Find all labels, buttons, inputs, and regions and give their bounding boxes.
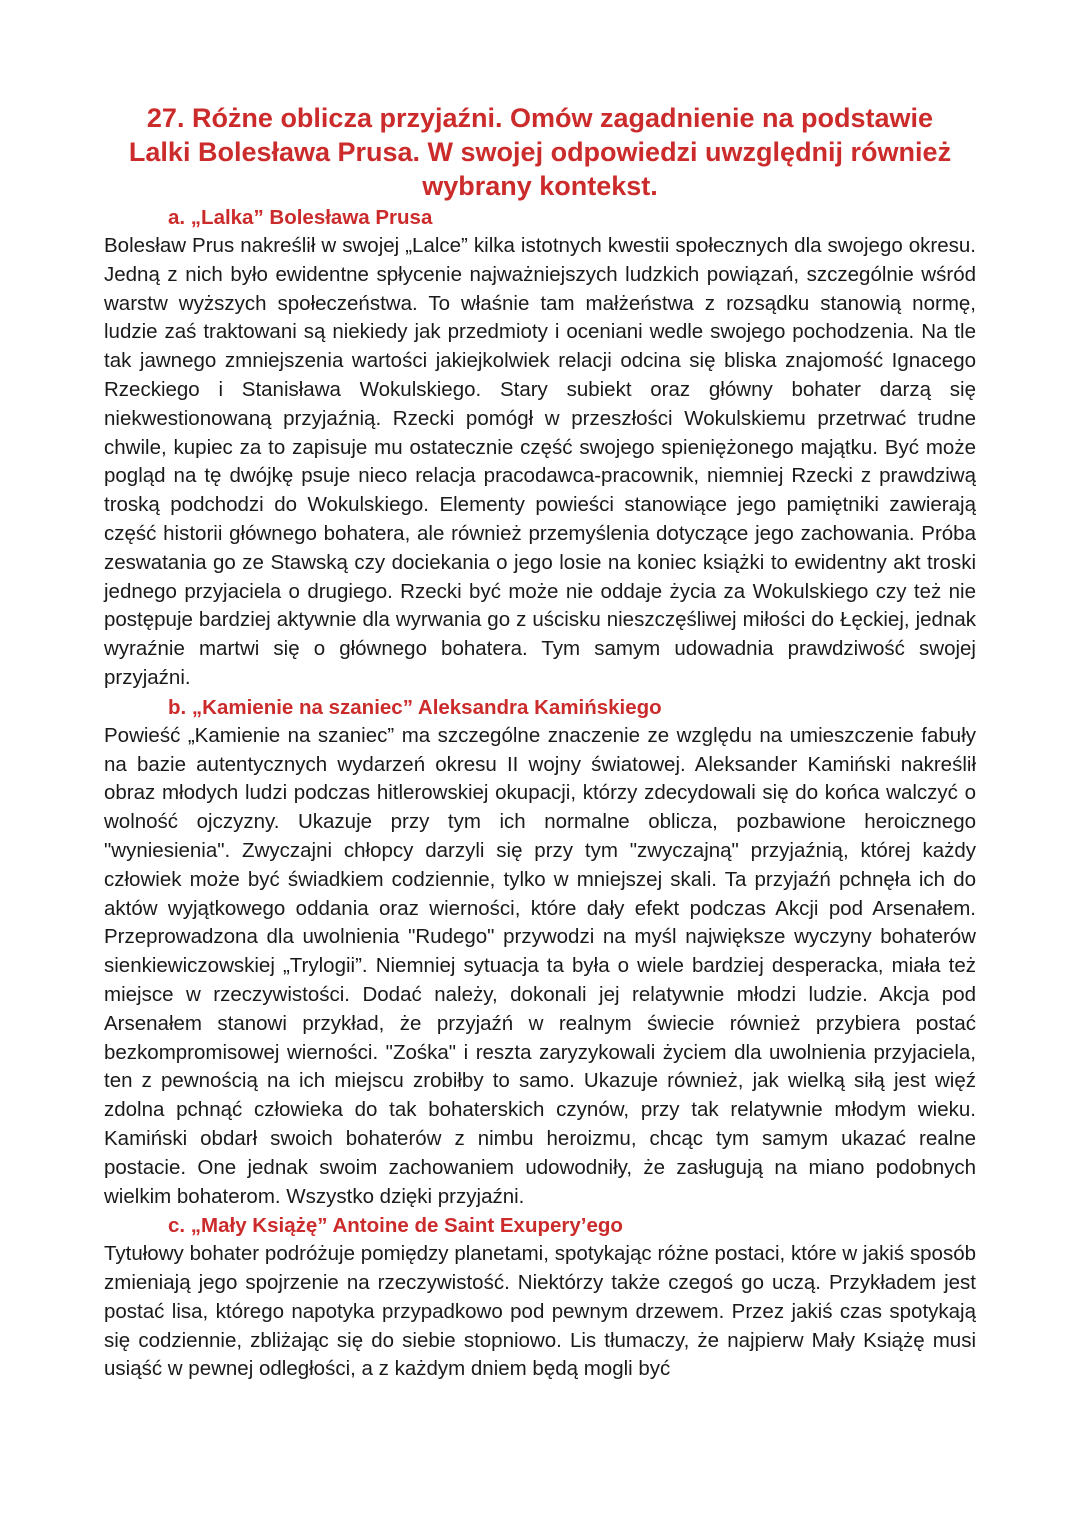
section-paragraph: Tytułowy bohater podróżuje pomiędzy planetami, spotykając różne postaci, które w jakiś sposób zmieniają jego spojrzenie na rzeczywistość. Niektórzy także czegoś go uczą. Przykładem jest postać lisa, którego napotyka przypadkowo pod pewnym drzewem. Przez jakiś czas spotykają się codziennie, zbliżając się do siebie stopniowo. Lis tłumaczy, że najpierw Mały Książę musi usiąść w pewnej odległości, a z każdym dniem będą mogli być [104,1242,976,1381]
section-paragraph: Powieść „Kamienie na szaniec” ma szczególne znaczenie ze względu na umieszczenie fabuły na bazie autentycznych wydarzeń okresu II wojny światowej. Aleksander Kamiński nakreślił obraz młodych ludzi podczas hitlerowskiej okupacji, którzy zdecydowali się do końca walczyć o wolność ojczyzny. Ukazuje przy tym ich normalne oblicza, pozbawione heroicznego "wyniesienia". Zwyczajni chłopcy darzyli się przy tym "zwyczajną" przyjaźnią, której każdy człowiek może być świadkiem codziennie, tylko w mniejszej skali. Ta przyjaźń pchnęła ich do aktów wyjątkowego oddania oraz wierności, które dały efekt podczas Akcji pod Arsenałem. Przeprowadzona dla uwolnienia "Rudego" przywodzi na myśl największe wyczyny bohaterów sienkiewiczowskiej „Trylogii”. Niemniej sytuacja ta była o wiele bardziej desperacka, miała też miejsce w rzeczywistości. Dodać należy, dokonali jej relatywnie młodzi ludzie. Akcja pod Arsenałem stanowi przykład, że przyjaźń w realnym świecie również przybiera postać bezkompromisowej wierności. "Zośka" i reszta zaryzykowali życiem dla uwolnienia przyjaciela, ten z pewnością na ich miejscu zrobiłby to samo. Ukazuje również, jak wielką siłą jest więź zdolna pchnąć człowieka do tak bohaterskich czynów, przy tak relatywnie młodym wieku. Kamiński obdarł swoich bohaterów z nimbu heroizmu, chcąc tym samym ukazać realne postacie. One jednak swoim zachowaniem udowodniły, że zasługują na miano podobnych wielkim bohaterom. Wszystko dzięki przyjaźni. [104,723,976,1208]
section-paragraph: Bolesław Prus nakreślił w swojej „Lalce” kilka istotnych kwestii społecznych dla swojego okresu. Jedną z nich było ewidentne spłycenie najważniejszych ludzkich powiązań, szczególnie wśród warstw wyższych społeczeństwa. To właśnie tam małżeństwa z rozsądku stanowią normę, ludzie zaś traktowani są niekiedy jak przedmioty i oceniani wedle swojego pochodzenia. Na tle tak jawnego zmniejszenia wartości jakiejkolwiek relacji odcina się bliska znajomość Ignacego Rzeckiego i Stanisława Wokulskiego. Stary subiekt oraz główny bohater darzą się niekwestionowaną przyjaźnią. Rzecki pomógł w przeszłości Wokulskiemu przetrwać trudne chwile, kupiec za to zapisuje mu ostatecznie część swojego spieniężonego majątku. Być może pogląd na tę dwójkę psuje nieco relacja pracodawca-pracownik, niemniej Rzecki z prawdziwą troską podchodzi do Wokulskiego. Elementy powieści stanowiące jego pamiętniki zawierają część historii głównego bohatera, ale również przemyślenia dotyczące jego zachowania. Próba zeswatania go ze Stawską czy dociekania o jego losie na koniec książki to ewidentny akt troski jednego przyjaciela o drugiego. Rzecki być może nie oddaje życia za Wokulskiego czy też nie postępuje bardziej aktywnie dla wyrwania go z uścisku nieszczęśliwej miłości do Łęckiej, jednak wyraźnie martwi się o głównego bohatera. Tym samym udowadnia prawdziwość swojej przyjaźni. [104,234,976,689]
section-heading: a. „Lalka” Bolesława Prusa [168,206,433,229]
section-heading: b. „Kamienie na szaniec” Aleksandra Kamińskiego [168,695,662,719]
section-lalka [104,203,976,693]
section-kamienie-na-szaniec [104,693,976,1212]
section-heading: c. „Mały Książę” Antoine de Saint Exupery’ego [168,1214,623,1238]
page-title: 27. Różne oblicza przyjaźni. Omów zagadnienie na podstawie Lalki Bolesława Prusa. W swojej odpowiedzi uwzględnij również wybrany kontekst. [128,103,952,201]
section-maly-ksiaze [104,1211,976,1384]
